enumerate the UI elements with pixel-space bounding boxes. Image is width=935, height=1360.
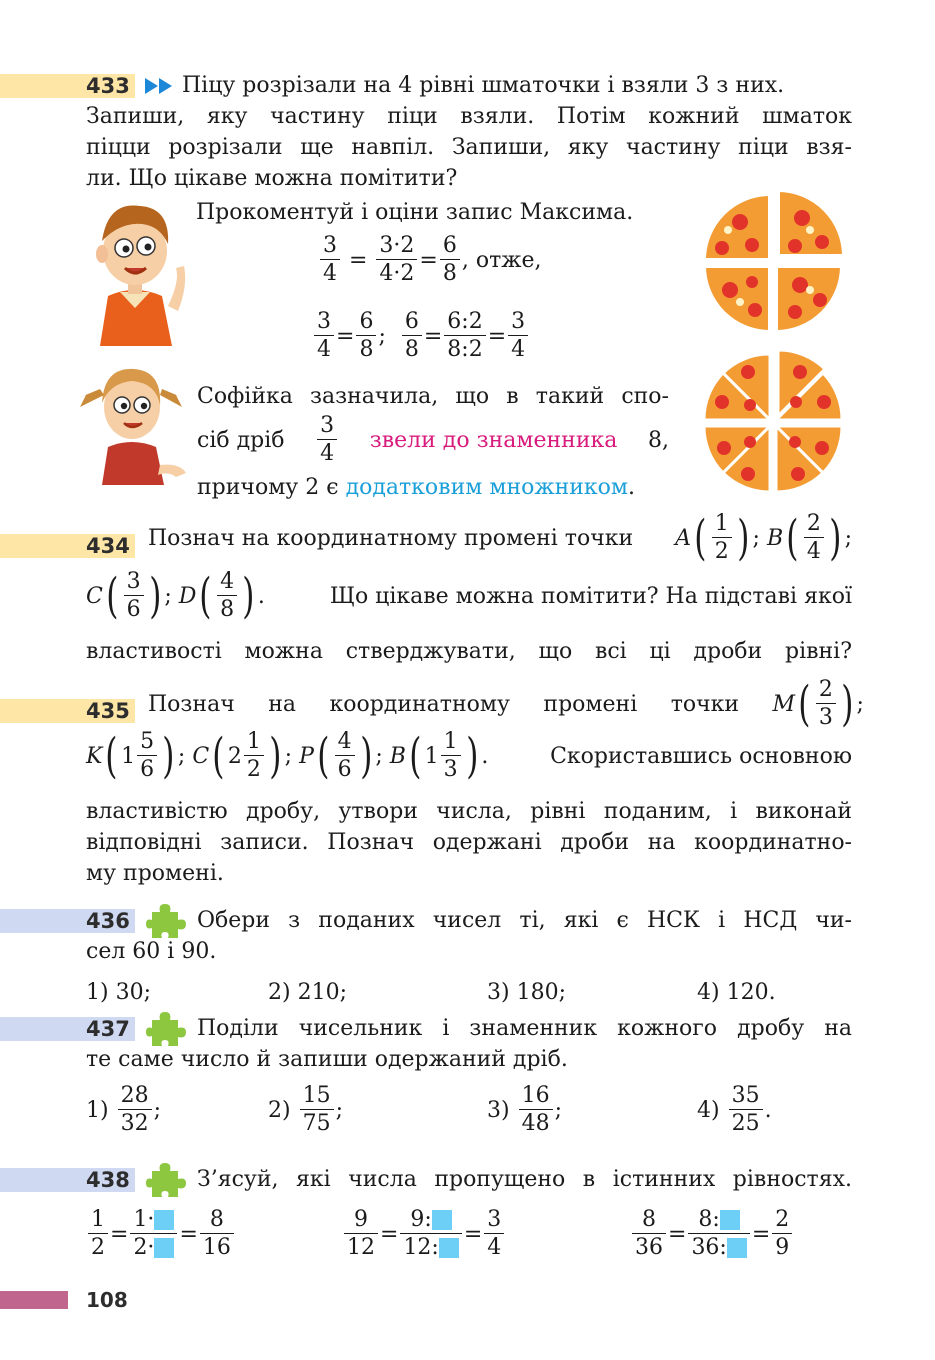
task-437-item-4: 4) $\frac{35}{25}$ . (697, 1083, 772, 1137)
footer-bar (0, 1291, 68, 1309)
fraction: $\frac{3}{4}$ (506, 310, 530, 362)
task-435-line-4: відповідні записи. Познач одержані дроби на координатно- (86, 830, 852, 855)
task-number-435: 435 (86, 699, 130, 723)
task-433-comment: Прокоментуй і оціни запис Максима. (196, 200, 634, 225)
fraction: $\frac{3}{4}$ (318, 234, 342, 286)
sofia-line-2: сіб дріб $\frac{3}{4}$ звели до знаменника 8, (197, 413, 669, 467)
puzzle-icon (146, 1161, 186, 1201)
task-436-option-3: 3) 180; (487, 980, 566, 1005)
missing-number-box[interactable] (727, 1238, 747, 1258)
task-436-option-2: 2) 210; (268, 980, 347, 1005)
task-438-line-1: З’ясуй, які числа пропущено в істинних рівностях. (197, 1167, 852, 1192)
pizza-eighths-illustration (700, 350, 845, 495)
boy-maksym-illustration (80, 196, 190, 346)
task-437-item-3: 3) $\frac{16}{48}$ ; (487, 1083, 563, 1137)
missing-number-box[interactable] (432, 1210, 452, 1230)
page-number: 108 (86, 1288, 128, 1312)
sofia-line-1: Софійка зазначила, що в такий спо- (197, 384, 669, 409)
missing-number-box[interactable] (439, 1238, 459, 1258)
fraction: $\frac{3}{4}$ (315, 414, 339, 466)
fraction: $\frac{6:2}{8:2}$ (442, 310, 487, 362)
task-436-line-1: Обери з поданих чисел ті, які є НСК і НСД чи- (197, 908, 852, 933)
task-number-437: 437 (86, 1017, 130, 1041)
task-number-433: 433 (86, 74, 130, 98)
highlight-reduce-to-denominator: звели до знаменника (369, 427, 618, 453)
task-433-line-4: ли. Що цікаве можна помітити? (86, 166, 458, 191)
task-437-line-1: Поділи чисельник і знаменник кожного дробу на (197, 1016, 852, 1041)
task-435-line-2: K ( 1 $\frac{5}{6}$ ) ; C ( 2 $\frac{1}{2}$ ) ; P ( $\frac{4}{6}$ ) ; B ( 1 $\frac{1}{3}$ ) . Скориставшись основною (86, 728, 852, 785)
fraction: $\frac{6}{8}$ (438, 234, 462, 286)
task-436-line-2: сел 60 і 90. (86, 939, 217, 964)
task-437-item-2: 2) $\frac{15}{75}$ ; (268, 1083, 344, 1137)
task-435-line-3: властивістю дробу, утвори числа, рівні поданим, і виконай (86, 799, 852, 824)
task-438-equation-3: $\frac{8}{36}$ = $\frac{8:}{36:}$ = $\frac{2}{9}$ (630, 1208, 794, 1260)
task-438-equation-1: $\frac{1}{2}$ = $\frac{1\cdot}{2\cdot}$ = $\frac{8}{16}$ (86, 1208, 236, 1260)
task-436-option-1: 1) 30; (86, 980, 151, 1005)
fraction: $\frac{6}{8}$ (354, 310, 378, 362)
task-437-line-2: те саме число й запиши одержаний дріб. (86, 1047, 568, 1072)
task-436-option-4: 4) 120. (697, 980, 776, 1005)
task-434-line-2: C ( $\frac{3}{6}$ ) ; D ( $\frac{4}{8}$ ) . Що цікаве можна помітити? На підставі якої (86, 568, 852, 625)
girl-sofiika-illustration (72, 355, 190, 485)
task-433-line-3: піцци розрізали ще навпіл. Запиши, яку частину піци взя- (86, 135, 852, 160)
sofia-line-3: причому 2 є додатковим множником. (197, 475, 636, 500)
task-437-item-1: 1) $\frac{28}{32}$ ; (86, 1083, 162, 1137)
double-arrow-icon (145, 76, 175, 96)
maksym-equation-2: $\frac{3}{4}$ = $\frac{6}{8}$ ; $\frac{6}{8}$ = $\frac{6:2}{8:2}$ = $\frac{3}{4}$ (312, 310, 530, 362)
missing-number-box[interactable] (154, 1210, 174, 1230)
maksym-equation-1: $\frac{3}{4}$ = $\frac{3\cdot 2}{4\cdot 2}$ = $\frac{6}{8}$ , отже, (318, 234, 542, 286)
task-435-line-1: Познач на координатному промені точки M ( $\frac{2}{3}$ ) ; (148, 676, 864, 733)
missing-number-box[interactable] (720, 1210, 740, 1230)
pizza-quarters-illustration (700, 190, 845, 335)
task-433-line-1: Піцу розрізали на 4 рівні шматочки і взяли 3 з них. (182, 73, 785, 98)
task-435-line-5: му промені. (86, 861, 224, 886)
task-438-equation-2: $\frac{9}{12}$ = $\frac{9:}{12:}$ = $\frac{3}{4}$ (342, 1208, 506, 1260)
task-number-438: 438 (86, 1168, 130, 1192)
highlight-additional-multiplier: додатковим множником (345, 475, 629, 500)
task-number-436: 436 (86, 909, 130, 933)
fraction: $\frac{3}{4}$ (312, 310, 336, 362)
task-434-line-3: властивості можна стверджувати, що всі ці дроби рівні? (86, 639, 852, 664)
fraction: $\frac{6}{8}$ (400, 310, 424, 362)
fraction: $\frac{3\cdot 2}{4\cdot 2}$ (374, 234, 419, 286)
task-433-line-2: Запиши, яку частину піци взяли. Потім кожний шматок (86, 104, 852, 129)
missing-number-box[interactable] (154, 1238, 174, 1258)
task-number-434: 434 (86, 534, 130, 558)
task-434-line-1: Познач на координатному промені точки A ( $\frac{1}{2}$ ) ; B ( $\frac{2}{4}$ ) ; (148, 510, 852, 567)
